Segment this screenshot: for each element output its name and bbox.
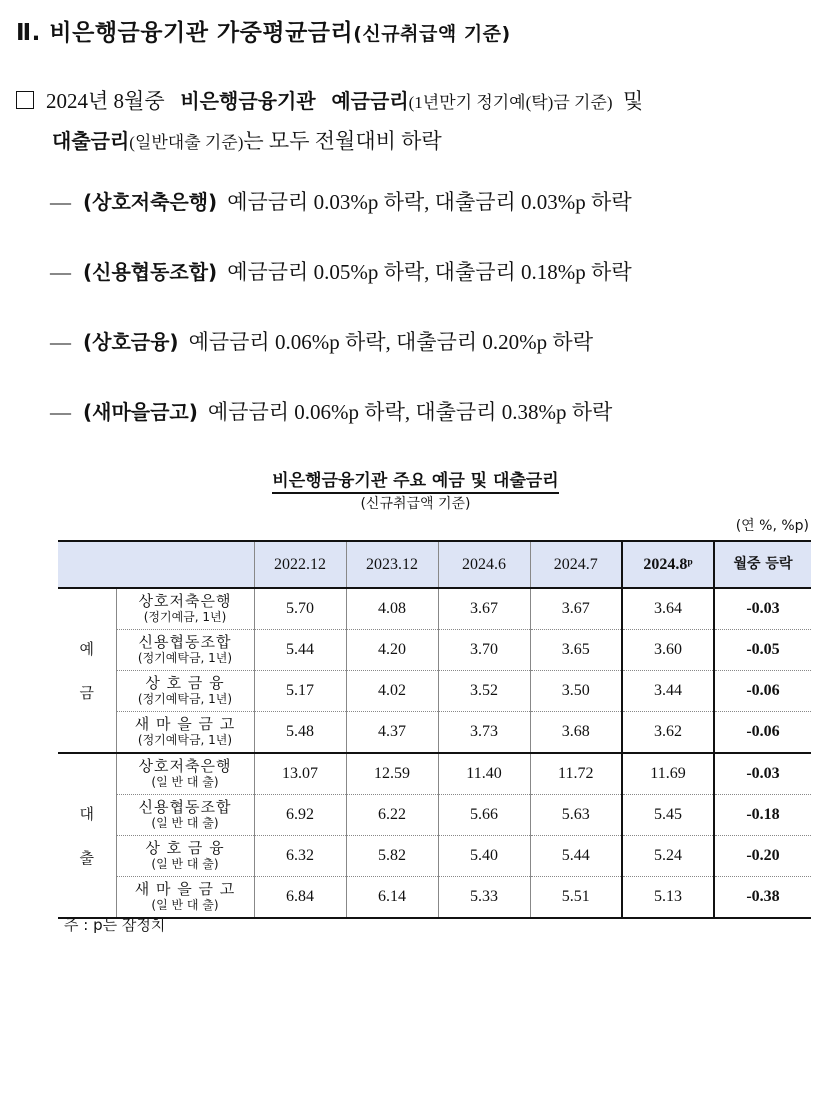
table-title: 비은행금융기관 주요 예금 및 대출금리 [0,466,831,491]
institution-name: 상 호 금 융 [145,839,225,857]
change-cell: -0.06 [714,712,811,754]
current-rate-cell: 5.45 [622,795,714,836]
product-note: (정기예탁금, 1년) [137,692,233,706]
row-label [116,795,254,836]
product-note: (일 반 대 출) [151,816,219,830]
dash-icon: — [50,190,71,214]
summary-term-deposit: 예금금리 [331,89,409,113]
rate-cell: 13.07 [254,753,346,795]
rate-cell: 5.82 [346,836,438,877]
rate-cell: 11.72 [530,753,622,795]
table-subtitle: (신규취급액 기준) [360,496,471,512]
rate-cell: 5.63 [530,795,622,836]
bullet-institution: (신용협동조합) [83,260,218,284]
summary-tail: 는 모두 전월대비 하락 [243,129,442,153]
table-row [58,630,811,671]
section-heading [16,14,511,47]
current-rate-cell: 5.13 [622,877,714,919]
rate-cell: 3.65 [530,630,622,671]
rate-cell: 5.44 [530,836,622,877]
table-row [58,671,811,712]
table-row [58,753,811,795]
institution-name: 상호저축은행 [138,757,232,775]
rate-cell: 5.33 [438,877,530,919]
rate-cell: 4.37 [346,712,438,754]
current-rate-cell: 3.44 [622,671,714,712]
table-row [58,836,811,877]
current-rate-cell: 3.64 [622,588,714,630]
bullet-item [50,256,632,286]
bullet-text: 예금금리 0.06%p 하락, 대출금리 0.38%p 하락 [207,400,613,424]
product-note: (정기예금, 1년) [143,610,227,624]
table-row [58,588,811,630]
summary-conj: 및 [623,89,644,113]
bullet-item [50,326,593,356]
table-row [58,712,811,754]
current-rate-cell: 3.62 [622,712,714,754]
change-cell: -0.03 [714,588,811,630]
table-row [58,877,811,919]
product-note: (일 반 대 출) [151,775,219,789]
rates-table [58,540,811,919]
table-footnote: 주 : p는 잠정치 [64,916,166,934]
rate-cell: 3.52 [438,671,530,712]
summary-note-loan: (일반대출 기준) [129,133,244,152]
rate-cell: 4.02 [346,671,438,712]
rate-cell: 5.44 [254,630,346,671]
rate-cell: 4.20 [346,630,438,671]
row-label [116,753,254,795]
rate-cell: 11.40 [438,753,530,795]
column-header-change: 월중 등락 [714,541,811,588]
rate-cell: 6.14 [346,877,438,919]
bullet-institution: (새마을금고) [83,400,198,424]
institution-name: 새 마 을 금 고 [134,715,236,733]
table-row [58,795,811,836]
summary-paragraph [16,82,816,162]
bullet-text: 예금금리 0.06%p 하락, 대출금리 0.20%p 하락 [188,330,593,354]
dash-icon: — [50,330,71,354]
institution-name: 상 호 금 융 [145,674,225,692]
section-subtitle: (신규취급액 기준) [353,23,511,45]
rate-cell: 5.17 [254,671,346,712]
table-header-row [58,541,811,588]
rate-cell: 5.48 [254,712,346,754]
dash-icon: — [50,400,71,424]
rate-cell: 5.70 [254,588,346,630]
product-note: (일 반 대 출) [151,898,219,912]
summary-term-institutions: 비은행금융기관 [180,89,316,113]
change-cell: -0.20 [714,836,811,877]
row-label [116,630,254,671]
column-header: 2024.7 [530,541,622,588]
change-cell: -0.38 [714,877,811,919]
summary-note-deposit: (1년만기 정기예(탁)금 기준) [408,93,613,112]
institution-name: 상호저축은행 [138,592,232,610]
rate-cell: 6.84 [254,877,346,919]
row-label [116,712,254,754]
column-header: 2024.6 [438,541,530,588]
section-title: Ⅱ. 비은행금융기관 가중평균금리 [16,20,354,46]
change-cell: -0.03 [714,753,811,795]
rate-cell: 3.67 [438,588,530,630]
rate-cell: 3.73 [438,712,530,754]
bullet-item [50,186,632,216]
change-cell: -0.06 [714,671,811,712]
rate-cell: 12.59 [346,753,438,795]
column-header-current: 2024.8ᵖ [622,541,714,588]
row-label [116,588,254,630]
table-unit: (연 %, %p) [735,518,809,534]
loan-group-label: 대 출 [58,753,116,918]
rate-cell: 5.66 [438,795,530,836]
row-label [116,877,254,919]
product-note: (정기예탁금, 1년) [137,651,233,665]
bullet-institution: (상호저축은행) [83,190,218,214]
current-rate-cell: 3.60 [622,630,714,671]
current-rate-cell: 5.24 [622,836,714,877]
checkbox-square-icon [16,91,34,109]
summary-term-loan: 대출금리 [52,129,130,153]
rate-cell: 3.67 [530,588,622,630]
current-rate-cell: 11.69 [622,753,714,795]
institution-name: 새 마 을 금 고 [134,880,236,898]
rate-cell: 3.50 [530,671,622,712]
rate-cell: 6.32 [254,836,346,877]
bullet-institution: (상호금융) [83,330,179,354]
product-note: (정기예탁금, 1년) [137,733,233,747]
change-cell: -0.05 [714,630,811,671]
rate-cell: 3.68 [530,712,622,754]
rate-cell: 3.70 [438,630,530,671]
rate-cell: 5.40 [438,836,530,877]
bullet-text: 예금금리 0.05%p 하락, 대출금리 0.18%p 하락 [227,260,632,284]
rate-cell: 4.08 [346,588,438,630]
bullet-item [50,396,612,426]
institution-name: 신용협동조합 [138,633,232,651]
institution-name: 신용협동조합 [138,798,232,816]
row-label [116,671,254,712]
rate-cell: 6.22 [346,795,438,836]
column-header: 2023.12 [346,541,438,588]
bullet-text: 예금금리 0.03%p 하락, 대출금리 0.03%p 하락 [227,190,632,214]
header-blank [58,541,254,588]
rate-cell: 5.51 [530,877,622,919]
product-note: (일 반 대 출) [151,857,219,871]
column-header: 2022.12 [254,541,346,588]
summary-lead: 2024년 8월중 [46,89,165,113]
deposit-group-label: 예 금 [58,588,116,753]
row-label [116,836,254,877]
dash-icon: — [50,260,71,284]
change-cell: -0.18 [714,795,811,836]
rate-cell: 6.92 [254,795,346,836]
